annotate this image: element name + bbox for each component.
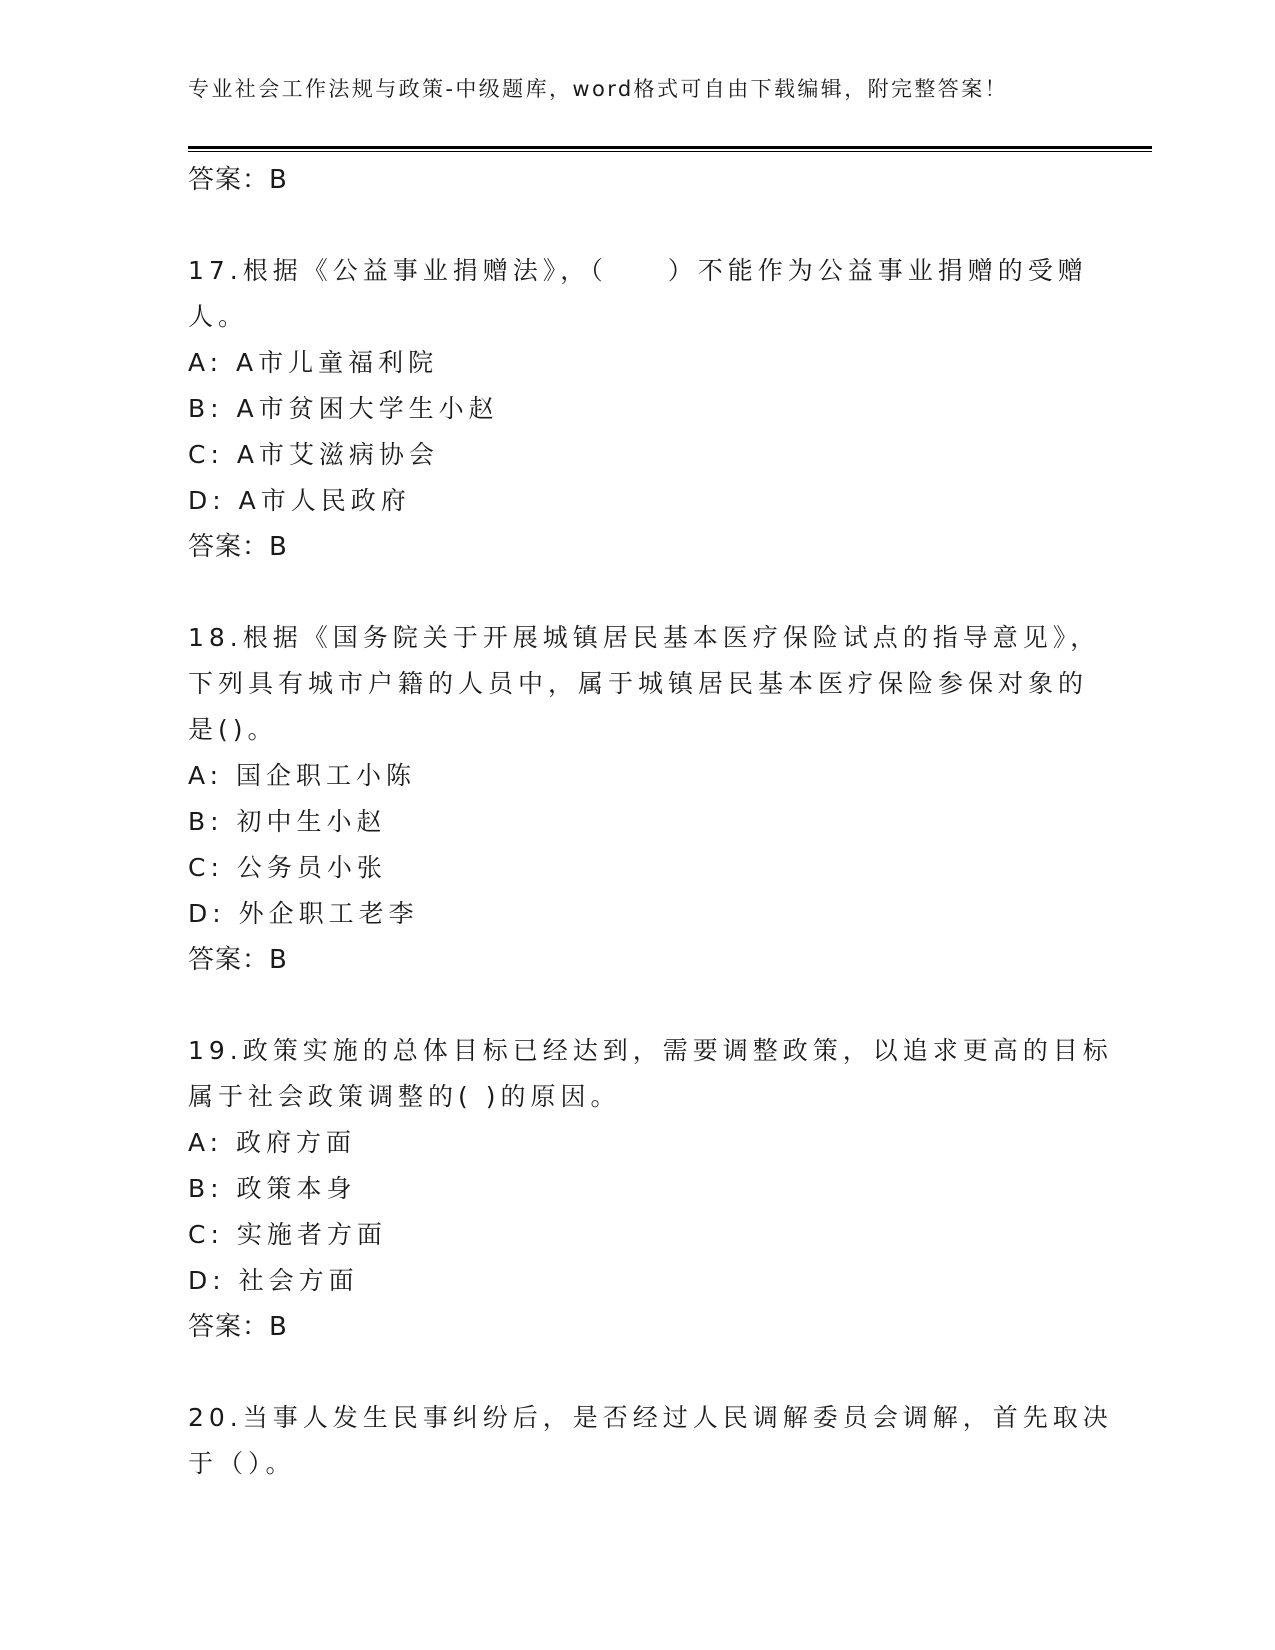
question-text: 属于社会政策调整的( )的原因。 bbox=[188, 1082, 621, 1111]
question-text: 下列具有城市户籍的人员中，属于城镇居民基本医疗保险参保对象的 bbox=[188, 669, 1089, 698]
option-c: C: 公务员小张 bbox=[188, 853, 387, 882]
question-block bbox=[188, 1395, 1113, 1487]
option-a: A: 政府方面 bbox=[188, 1128, 357, 1157]
spacer bbox=[188, 983, 1088, 1028]
header-rule-thin bbox=[188, 151, 1152, 152]
option-d: D: 外企职工老李 bbox=[188, 899, 419, 928]
question-block bbox=[188, 1028, 1113, 1350]
answer-line: 答案：B bbox=[188, 532, 288, 562]
question-text: 于（）。 bbox=[188, 1449, 296, 1478]
option-a: A: A市儿童福利院 bbox=[188, 348, 439, 377]
answer-line: 答案：B bbox=[188, 165, 288, 195]
option-d: D: A市人民政府 bbox=[188, 486, 411, 515]
answer-line: 答案：B bbox=[188, 1312, 288, 1342]
option-b: B: A市贫困大学生小赵 bbox=[188, 394, 499, 423]
option-c: C: A市艾滋病协会 bbox=[188, 440, 439, 469]
spacer bbox=[188, 203, 1088, 248]
question-block bbox=[188, 248, 1088, 570]
option-a: A: 国企职工小陈 bbox=[188, 761, 417, 790]
spacer bbox=[188, 570, 1088, 615]
option-b: B: 政策本身 bbox=[188, 1174, 357, 1203]
spacer bbox=[188, 1350, 1088, 1395]
option-d: D: 社会方面 bbox=[188, 1266, 359, 1295]
question-text: 18.根据《国务院关于开展城镇居民基本医疗保险试点的指导意见》， bbox=[188, 623, 1101, 652]
question-text: 人。 bbox=[188, 302, 249, 331]
page-header: 专业社会工作法规与政策-中级题库，word格式可自由下载编辑，附完整答案！ bbox=[188, 77, 1008, 101]
header-rule-thick bbox=[188, 146, 1152, 149]
question-text: 是()。 bbox=[188, 715, 278, 744]
question-text: 19.政策实施的总体目标已经达到，需要调整政策，以追求更高的目标 bbox=[188, 1036, 1113, 1065]
question-text: 17.根据《公益事业捐赠法》，（ ）不能作为公益事业捐赠的受赠 bbox=[188, 256, 1088, 285]
question-block bbox=[188, 615, 1101, 983]
option-c: C: 实施者方面 bbox=[188, 1220, 387, 1249]
option-b: B: 初中生小赵 bbox=[188, 807, 387, 836]
answer-line: 答案：B bbox=[188, 945, 288, 975]
question-content bbox=[188, 157, 1113, 1487]
question-text: 20.当事人发生民事纠纷后，是否经过人民调解委员会调解，首先取决 bbox=[188, 1403, 1113, 1432]
